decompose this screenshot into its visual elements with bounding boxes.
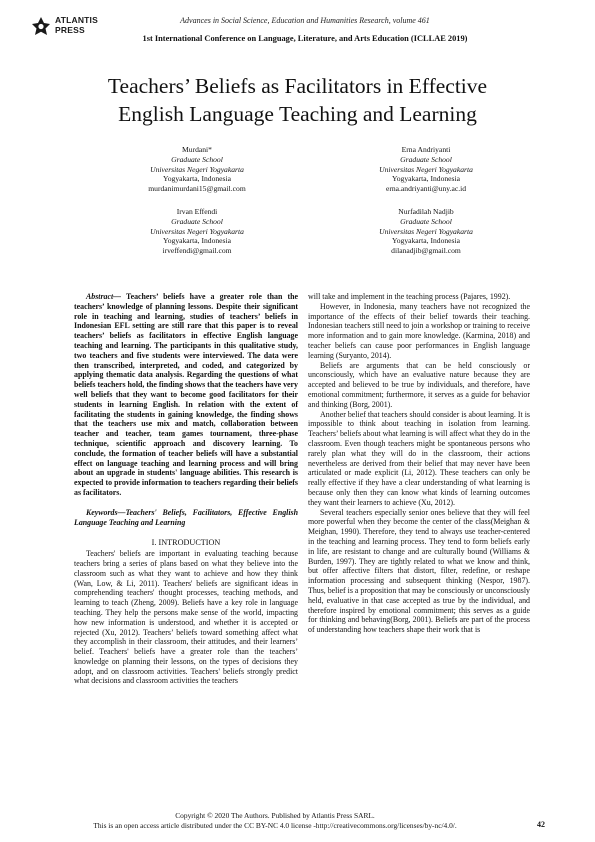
body-paragraph: will take and implement in the teaching process (Pajares, 1992). xyxy=(308,292,511,301)
author-location: Yogyakarta, Indonesia xyxy=(392,236,460,246)
author-email: irveffendi@gmail.com xyxy=(162,246,232,256)
author-block xyxy=(326,207,526,256)
author-university: Universitas Negeri Yogyakarta xyxy=(150,164,244,174)
author-university: Universitas Negeri Yogyakarta xyxy=(379,164,473,174)
logo-line-2: PRESS xyxy=(55,24,85,35)
author-name: Nurfadilah Nadjib xyxy=(398,207,454,216)
author-role: Graduate School xyxy=(400,154,452,164)
right-column xyxy=(308,292,530,635)
author-role: Graduate School xyxy=(400,216,452,226)
author-role: Graduate School xyxy=(171,216,223,226)
author-location: Yogyakarta, Indonesia xyxy=(163,174,231,184)
body-paragraph: However, in Indonesia, many teachers have not recognized the importance of the effects of their belief towards their teaching. Indonesian teachers still need to join a workshop or training to receive more information and to gain more knowledge. (Karmina, 2018) and teacher beliefs can cause poor performances in English language learning (Suryanto, 2014). xyxy=(308,301,530,360)
body-paragraph: Beliefs are arguments that can be held consciously or unconsciously, which have an evaluative nature because they are accepted and believed to be true by individuals, and therefore, have emotional commitment; furthermore, it serves as a guide for behavior and thinking (Borg, 2001). xyxy=(308,360,530,409)
author-location: Yogyakarta, Indonesia xyxy=(163,236,231,246)
body-paragraph: Another belief that teachers should consider is about learning. It is impossible to think about teaching in isolation from learning. Teachers’ beliefs about what learning is will affect what they do in the classroom. Even though teachers might be spontaneous persons who rarely plan what they will do in the classroom, their actions nevertheless are derived from their belief that may never have been articulated or made explicit (Li, 2012). These teachers can only be really effective if they have a clear understanding of what learning is because only then they can know what kinds of learning outcomes they want their learners to achieve (Xu, 2012). xyxy=(308,409,530,507)
license-line: This is an open access article distributed under the CC BY-NC 4.0 license -http://creativecommons.org/licenses/by-nc/4.0/. xyxy=(93,820,457,830)
body-paragraph: Several teachers especially senior ones believe that they will feel more powerful when they become the center of the class(Meighan & Meighan, 1990). Therefore, they tend to always use teacher-centered in the teaching and learning process. They tend to form beliefs early in life, are resistant to change and are culturally bound (Williams & Burden, 1997). They are tightly related to what we know and think, but offer affective filters that distort, filter, redefine, or reshape information processing and subsequent thinking (Nespor, 1987). Thus, belief is a proposition that may be consciously or unconsciously held, evaluative in that case accepted as true by the individual, and therefore inspired by emotional commitment; this serves as a guide for thinking and behaving(Borg, 2001). Beliefs are part of the process of understanding how teachers shape their work that is xyxy=(308,507,530,635)
atlantis-press-logo-icon xyxy=(30,15,52,37)
author-name: Irvan Effendi xyxy=(176,207,218,216)
author-university: Universitas Negeri Yogyakarta xyxy=(150,226,244,236)
conference-header: 1st International Conference on Language, Literature, and Arts Education (ICLLAE 2019) xyxy=(142,34,468,43)
abstract-lead: Abstract— xyxy=(86,292,122,301)
abstract-text: Teachers’ beliefs have a greater role than the teachers’ knowledge of planning lessons. Despite their significant role in teaching and learning, studies of teachers’ beliefs in Indonesian EFL setting are still rare that this paper is to reveal teachers’ beliefs as facilitators in effective English language teaching and learning. The participants in this qualitative study, two teachers and five students were interviewed. The data were then transcribed, interpreted, and coded, and categorized by applying thematic data analysis. Regarding the questions of what beliefs teachers hold, the finding shows that the teachers have very well beliefs that they want to become good facilitators for their students in learning English. In relation with the extent of facilitating the students in gaining knowledge, the finding shows that the teachers use mix and match, collaboration between teacher and teacher, team games tournament, three-phase technique, scientific approach and discovery learning. To conclude, the formation of teacher beliefs will have a substantial effect on language teaching and learning process and will bring about an upgrade in students' language abilities. This research is expected to provide information to teachers regarding their beliefs as facilitators. xyxy=(74,292,298,497)
copyright-footer xyxy=(40,811,510,830)
author-name: Erna Andriyanti xyxy=(401,145,451,154)
author-email: murdanimurdani15@gmail.com xyxy=(148,184,246,194)
section-heading-introduction: I. INTRODUCTION xyxy=(151,538,221,548)
left-column xyxy=(74,292,298,686)
author-block xyxy=(326,145,526,194)
logo-wordmark xyxy=(55,16,98,35)
page-number: 42 xyxy=(537,820,545,829)
running-head: Advances in Social Science, Education and Humanities Research, volume 461 xyxy=(180,16,430,25)
author-email: erna.andriyanti@uny.ac.id xyxy=(385,184,467,194)
author-block xyxy=(97,145,297,194)
author-university: Universitas Negeri Yogyakarta xyxy=(379,226,473,236)
author-role: Graduate School xyxy=(171,154,223,164)
keywords: Keywords—Teachers' Beliefs, Facilitators, Effective English Language Teaching and Learning xyxy=(74,507,298,527)
copyright-line: Copyright © 2020 The Authors. Published by Atlantis Press SARL. xyxy=(175,811,375,820)
author-email: dilanadjib@gmail.com xyxy=(391,246,461,256)
intro-paragraph: Teachers' beliefs are important in evaluating teaching because teachers bring a series of plans based on what they believe into the classroom such as what they want to achieve and how they think (Wan, Low, & Li, 2011). Teachers' beliefs are significant ideas in comprehending teachers' thought processes, teaching methods, and learning to teach (Zheng, 2009). Beliefs have a key role in language teaching. They help the persons make sense of the world, impacting how new information is understood, and whether it is accepted or rejected (Xu, 2012). Teachers’ beliefs toward something affect what they accomplish in their classroom, their attitudes, and their learners’ belief. Teachers' beliefs have a greater role than the teachers’ knowledge on planning their lessons, on the types of decisions they adopt, and on classroom activities. Teachers' beliefs strongly predict what decisions and classroom activities the teachers xyxy=(74,549,298,686)
logo-line-1: ATLANTIS xyxy=(55,15,98,25)
author-location: Yogyakarta, Indonesia xyxy=(392,174,460,184)
paper-title xyxy=(40,72,555,128)
title-line-1: Teachers’ Beliefs as Facilitators in Effective xyxy=(107,74,488,98)
author-block xyxy=(97,207,297,256)
title-line-2: English Language Teaching and Learning xyxy=(118,102,477,126)
author-name: Murdani* xyxy=(182,145,212,154)
abstract xyxy=(74,292,298,498)
